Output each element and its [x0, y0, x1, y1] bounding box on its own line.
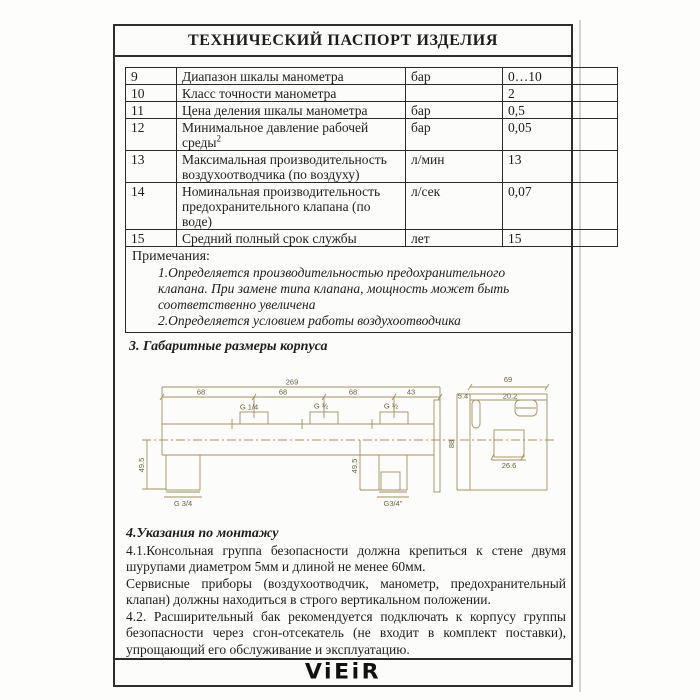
dim-spacing-4: 43 [406, 387, 416, 397]
dim-boss-width: 26.6 [501, 461, 517, 470]
main-column [125, 67, 573, 355]
row-unit: л/мин [406, 151, 503, 183]
table-row [126, 119, 618, 151]
table-row [126, 85, 618, 102]
row-unit: бар [406, 102, 503, 119]
section4-para-2: Сервисные приборы (воздухоотводчик, манометр, предохранительный клапан) должны находиться в строго вертикальном положении. [126, 575, 566, 607]
note-item-2: 2.Определяется условием работы воздухоотводчика [158, 312, 461, 328]
row-value: 0,07 [503, 183, 618, 230]
dim-slot-offset: 5.4 [457, 391, 469, 401]
row-value: 0,5 [503, 102, 618, 119]
notes-box [125, 246, 573, 333]
row-number: 12 [126, 119, 177, 151]
drawing-labels [137, 375, 517, 508]
row-number: 15 [126, 230, 177, 247]
page-frame [113, 24, 573, 687]
row-value: 13 [503, 151, 618, 183]
row-unit: лет [406, 230, 503, 247]
port-label-1: G 1/4 [239, 402, 259, 412]
dim-left-port-height: 49.5 [137, 457, 146, 473]
dim-side-width: 69 [503, 375, 513, 384]
table-row [126, 230, 618, 247]
row-name: Средний полный срок службы [177, 230, 406, 247]
table-row [126, 102, 618, 119]
row-number: 14 [126, 183, 177, 230]
table-row [126, 68, 618, 85]
dim-keyhole-width: 20.2 [502, 391, 518, 401]
row-name: Класс точности манометра [177, 85, 406, 102]
bottom-port-right-label: G3/4" [383, 499, 403, 508]
notes-heading: Примечания: [132, 248, 210, 264]
row-number: 11 [126, 102, 177, 119]
row-number: 10 [126, 85, 177, 102]
row-value: 2 [503, 85, 618, 102]
dim-right-port-height: 49.5 [350, 458, 359, 474]
port-label-3: G ½ [383, 401, 399, 411]
table-row [126, 183, 618, 230]
dim-overall-width: 269 [285, 377, 299, 387]
section4 [126, 526, 566, 658]
spec-table [125, 67, 618, 247]
row-name: Максимальная производительность воздухоотводчика (по воздуху) [177, 151, 406, 183]
row-number: 9 [126, 68, 177, 85]
row-value: 0,05 [503, 119, 618, 151]
row-name-text: Минимальное давление рабочей среды [182, 120, 369, 150]
dim-spacing-3: 68 [348, 387, 358, 397]
dimension-drawing [135, 372, 577, 524]
row-unit [406, 85, 503, 102]
page-title: ТЕХНИЧЕСКИЙ ПАСПОРТ ИЗДЕЛИЯ [115, 26, 571, 57]
footer-logo-bar [115, 658, 571, 685]
note-item-1: 1.Определяется производительностью предохранительного клапана. При замене типа клапана, мощность может быть соответственно увеличена [158, 264, 510, 312]
dim-side-height: 88 [447, 439, 456, 449]
section4-para-1: 4.1.Консольная группа безопасности должна крепиться к стене двумя шурупами диаметром 5мм и длиной не менее 60мм. [126, 542, 566, 574]
row-name: Номинальная производительность предохранительного клапана (по воде) [177, 183, 406, 230]
table-row [126, 151, 618, 183]
bottom-port-left-label: G 3/4 [173, 499, 193, 508]
row-name: Цена деления шкалы манометра [177, 102, 406, 119]
row-unit: бар [406, 119, 503, 151]
row-number: 13 [126, 151, 177, 183]
footnote-marker: 2 [216, 133, 221, 144]
dim-spacing-1: 68 [196, 387, 206, 397]
row-unit: л/сек [406, 183, 503, 230]
section3-heading: 3. Габаритные размеры корпуса [129, 338, 328, 354]
section4-para-3: 4.2. Расширительный бак рекомендуется подключать к корпусу группы безопасности через сгон-отсекатель (не входит в комплект поставки), упрощающий его обслуживание и эксплуатацию. [126, 608, 566, 657]
row-unit: бар [406, 68, 503, 85]
dim-spacing-2: 68 [278, 387, 288, 397]
section4-heading: 4.Указания по монтажу [126, 526, 279, 541]
row-name: Диапазон шкалы манометра [177, 68, 406, 85]
drawing-svg [135, 372, 577, 524]
row-name [177, 119, 406, 151]
front-view [142, 387, 455, 497]
row-value: 15 [503, 230, 618, 247]
row-value: 0…10 [503, 68, 618, 85]
brand-logo: ViEiR [304, 660, 382, 685]
port-label-2: G ½ [313, 401, 329, 411]
